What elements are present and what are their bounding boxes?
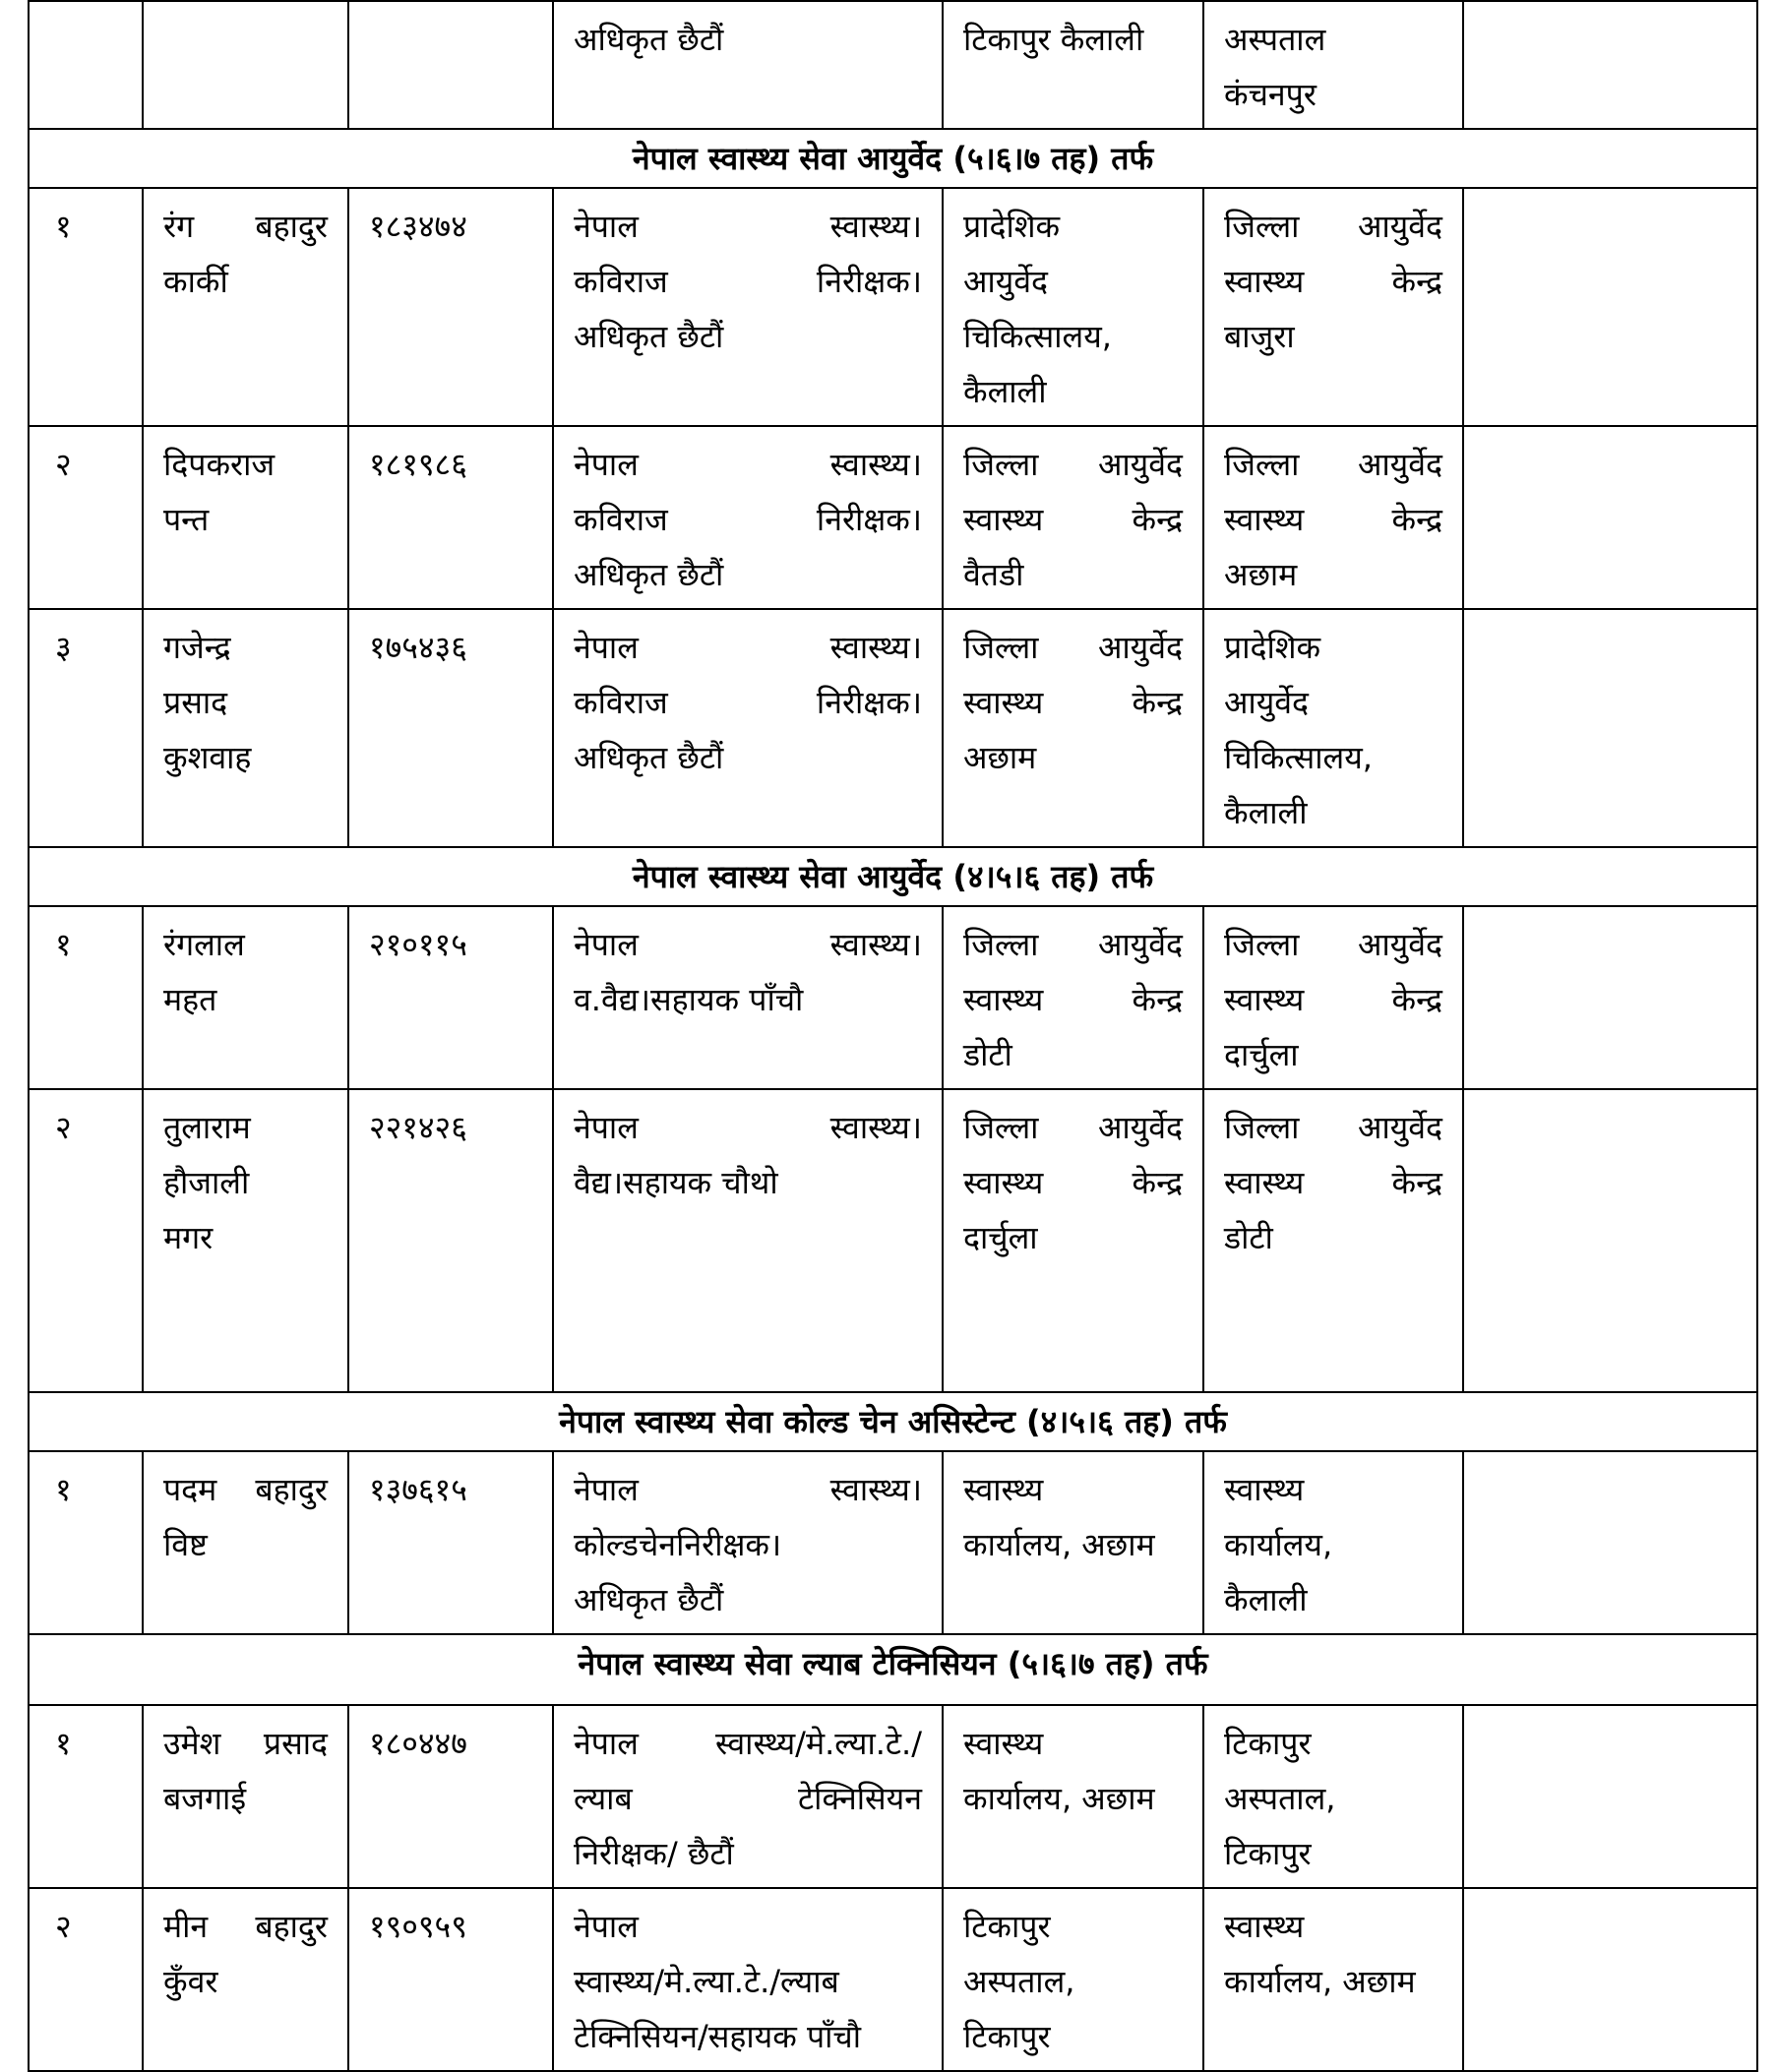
post-cell bbox=[553, 1089, 943, 1392]
section-title: नेपाल स्वास्थ्य सेवा ल्याब टेक्निसियन (५।६।७ तह) तर्फ bbox=[29, 1634, 1757, 1705]
sn-cell: ३ bbox=[29, 609, 143, 847]
cell-line bbox=[963, 972, 1183, 1027]
cell-line: अधिकृत छैटौं bbox=[574, 318, 724, 355]
code-cell: १८३४७४ bbox=[348, 188, 553, 426]
remarks-cell bbox=[1463, 609, 1757, 847]
cell-line: निरीक्षक/ छैटौं bbox=[574, 1835, 734, 1872]
cell-line: अछाम bbox=[1224, 556, 1298, 593]
word: स्वास्थ्य bbox=[1224, 501, 1305, 538]
table-row bbox=[29, 1, 1757, 129]
cell-line: दिपकराज bbox=[163, 446, 276, 483]
word: स्वास्थ्य bbox=[963, 501, 1044, 538]
word: टेक्निसियन bbox=[798, 1780, 922, 1817]
word: केन्द्र bbox=[1132, 684, 1183, 721]
sn-cell: २ bbox=[29, 1089, 143, 1392]
cell-line: वैतडी bbox=[963, 556, 1024, 593]
cell-line: चिकित्सालय, bbox=[963, 318, 1112, 355]
section-header-row bbox=[29, 1634, 1757, 1705]
table-row bbox=[29, 1089, 1757, 1392]
remarks-cell bbox=[1463, 1, 1757, 129]
cell-line: कार्यालय, bbox=[1224, 1526, 1333, 1563]
from-office-cell bbox=[943, 1705, 1203, 1888]
word: जिल्ला bbox=[1224, 208, 1300, 245]
sn-cell: १ bbox=[29, 188, 143, 426]
code-cell: २१०११५ bbox=[348, 906, 553, 1089]
table-row bbox=[29, 1451, 1757, 1634]
remarks-cell bbox=[1463, 1089, 1757, 1392]
post-cell bbox=[553, 906, 943, 1089]
from-office-cell bbox=[943, 609, 1203, 847]
cell-line: टिकापुर bbox=[963, 2018, 1051, 2055]
name-cell bbox=[143, 1451, 348, 1634]
from-office-cell bbox=[943, 426, 1203, 609]
sn-cell: १ bbox=[29, 1451, 143, 1634]
cell-line: प्रादेशिक bbox=[1224, 629, 1321, 666]
cell-line: टेक्निसियन/सहायक पाँचौ bbox=[574, 2018, 862, 2055]
cell-line bbox=[963, 620, 1183, 675]
transfer-table bbox=[28, 0, 1758, 2072]
cell-line: स्वास्थ्य/मे.ल्या.टे./ल्याब bbox=[574, 1963, 839, 2000]
word: आयुर्वेद bbox=[1097, 629, 1183, 666]
table-row bbox=[29, 1705, 1757, 1888]
name-cell bbox=[143, 906, 348, 1089]
cell-line bbox=[1224, 492, 1442, 547]
cell-line: व.वैद्य।सहायक पाँचौ bbox=[574, 981, 804, 1018]
word: केन्द्र bbox=[1391, 501, 1442, 538]
cell-line bbox=[163, 1899, 328, 1954]
cell-line: कैलाली bbox=[1224, 1581, 1308, 1618]
cell-line bbox=[963, 917, 1183, 972]
word: बहादुर bbox=[255, 208, 328, 245]
word: आयुर्वेद bbox=[1097, 446, 1183, 483]
word: आयुर्वेद bbox=[1097, 1109, 1183, 1146]
section-header-row bbox=[29, 847, 1757, 906]
cell-line: दार्चुला bbox=[963, 1219, 1038, 1256]
cell-line: आयुर्वेद bbox=[1224, 684, 1310, 721]
code-cell: १३७६१५ bbox=[348, 1451, 553, 1634]
name-cell bbox=[143, 188, 348, 426]
cell-line: दार्चुला bbox=[1224, 1036, 1299, 1073]
cell-line bbox=[574, 1716, 922, 1771]
cell-line: कैलाली bbox=[1224, 794, 1308, 831]
sn-cell: १ bbox=[29, 1705, 143, 1888]
cell-line bbox=[1224, 254, 1442, 309]
cell-line: मगर bbox=[163, 1219, 214, 1256]
word: जिल्ला bbox=[963, 926, 1039, 963]
cell-line: स्वास्थ्य bbox=[963, 1471, 1044, 1508]
word: आयुर्वेद bbox=[1097, 926, 1183, 963]
word: जिल्ला bbox=[1224, 446, 1300, 483]
cell-line bbox=[574, 437, 922, 492]
word: स्वास्थ्य। bbox=[829, 629, 922, 666]
cell-line bbox=[574, 917, 922, 972]
cell-line bbox=[1224, 972, 1442, 1027]
word: स्वास्थ्य bbox=[1224, 263, 1305, 300]
to-office-cell bbox=[1203, 906, 1463, 1089]
name-cell bbox=[143, 426, 348, 609]
post-cell bbox=[553, 1888, 943, 2071]
cell-line: डोटी bbox=[1224, 1219, 1273, 1256]
cell-line: पन्त bbox=[163, 501, 210, 538]
cell-line: रंगलाल bbox=[163, 926, 245, 963]
cell-line: कार्यालय, अछाम bbox=[963, 1780, 1155, 1817]
cell-line bbox=[963, 675, 1183, 730]
cell-line: डोटी bbox=[963, 1036, 1012, 1073]
cell-line: स्वास्थ्य bbox=[963, 1725, 1044, 1762]
cell-line: कुँवर bbox=[163, 1963, 218, 2000]
to-office-cell bbox=[1203, 1888, 1463, 2071]
to-office-cell bbox=[1203, 609, 1463, 847]
remarks-cell bbox=[1463, 426, 1757, 609]
word: बहादुर bbox=[255, 1908, 328, 1945]
word: स्वास्थ्य। bbox=[829, 446, 922, 483]
from-office-cell bbox=[943, 1, 1203, 129]
remarks-cell bbox=[1463, 188, 1757, 426]
cell-line bbox=[1224, 917, 1442, 972]
word: कविराज bbox=[574, 684, 668, 721]
code-cell: १९०९५९ bbox=[348, 1888, 553, 2071]
word: नेपाल bbox=[574, 926, 639, 963]
word: पदम bbox=[163, 1471, 217, 1508]
cell-line: टिकापुर bbox=[1224, 1725, 1312, 1762]
cell-line bbox=[1224, 1155, 1442, 1210]
table-row bbox=[29, 426, 1757, 609]
word: स्वास्थ्य। bbox=[829, 1471, 922, 1508]
cell-line: अधिकृत छैटौं bbox=[574, 1581, 724, 1618]
sn-cell: २ bbox=[29, 1888, 143, 2071]
word: रंग bbox=[163, 208, 195, 245]
word: केन्द्र bbox=[1132, 1164, 1183, 1201]
cell-line: कार्की bbox=[163, 263, 228, 300]
from-office-cell bbox=[943, 1451, 1203, 1634]
cell-line: कैलाली bbox=[963, 373, 1047, 410]
cell-line: स्वास्थ्य bbox=[1224, 1908, 1305, 1945]
word: स्वास्थ्य bbox=[1224, 981, 1305, 1018]
word: आयुर्वेद bbox=[1357, 926, 1442, 963]
to-office-cell bbox=[1203, 188, 1463, 426]
remarks-cell bbox=[1463, 1451, 1757, 1634]
cell-line: कार्यालय, अछाम bbox=[1224, 1963, 1416, 2000]
cell-line bbox=[163, 199, 328, 254]
cell-line: चिकित्सालय, bbox=[1224, 739, 1373, 776]
word: नेपाल bbox=[574, 446, 639, 483]
cell-line: बाजुरा bbox=[1224, 318, 1295, 355]
cell-line: विष्ट bbox=[163, 1526, 208, 1563]
to-office-cell bbox=[1203, 1, 1463, 129]
remarks-cell bbox=[1463, 906, 1757, 1089]
section-title: नेपाल स्वास्थ्य सेवा आयुर्वेद (४।५।६ तह) तर्फ bbox=[29, 847, 1757, 906]
word: निरीक्षक। bbox=[816, 501, 922, 538]
to-office-cell bbox=[1203, 1705, 1463, 1888]
post-cell bbox=[553, 1705, 943, 1888]
cell-line bbox=[574, 254, 922, 309]
from-office-cell bbox=[943, 1089, 1203, 1392]
word: केन्द्र bbox=[1132, 501, 1183, 538]
word: मीन bbox=[163, 1908, 209, 1945]
word: प्रसाद bbox=[263, 1725, 328, 1762]
cell-line: अस्पताल, bbox=[1224, 1780, 1336, 1817]
word: स्वास्थ्य bbox=[963, 1164, 1044, 1201]
cell-line: कार्यालय, अछाम bbox=[963, 1526, 1155, 1563]
cell-line: हौजाली bbox=[163, 1164, 250, 1201]
code-cell: २२१४२६ bbox=[348, 1089, 553, 1392]
cell-line bbox=[963, 492, 1183, 547]
code-cell: १७५४३६ bbox=[348, 609, 553, 847]
section-title: नेपाल स्वास्थ्य सेवा आयुर्वेद (५।६।७ तह) तर्फ bbox=[29, 129, 1757, 188]
word: ल्याब bbox=[574, 1780, 633, 1817]
word: स्वास्थ्य bbox=[963, 981, 1044, 1018]
name-cell bbox=[143, 1705, 348, 1888]
word: निरीक्षक। bbox=[816, 684, 922, 721]
post-cell bbox=[553, 188, 943, 426]
word: जिल्ला bbox=[1224, 1109, 1300, 1146]
word: स्वास्थ्य। bbox=[829, 926, 922, 963]
cell-line bbox=[963, 1155, 1183, 1210]
word: नेपाल bbox=[574, 1109, 639, 1146]
word: आयुर्वेद bbox=[1357, 208, 1442, 245]
cell-line: आयुर्वेद bbox=[963, 263, 1049, 300]
word: जिल्ला bbox=[963, 446, 1039, 483]
word: नेपाल bbox=[574, 629, 639, 666]
cell-line bbox=[574, 1771, 922, 1826]
word: स्वास्थ्य/मे.ल्या.टे./ bbox=[714, 1725, 922, 1762]
cell-line: अधिकृत छैटौं bbox=[574, 21, 724, 58]
to-office-cell bbox=[1203, 426, 1463, 609]
cell-line bbox=[574, 492, 922, 547]
cell-line: प्रादेशिक bbox=[963, 208, 1061, 245]
word: नेपाल bbox=[574, 1725, 639, 1762]
word: बहादुर bbox=[255, 1471, 328, 1508]
name-cell bbox=[143, 1888, 348, 2071]
word: नेपाल bbox=[574, 1471, 639, 1508]
cell-line: अधिकृत छैटौं bbox=[574, 556, 724, 593]
code-cell: १८०४४७ bbox=[348, 1705, 553, 1888]
word: स्वास्थ्य bbox=[1224, 1164, 1305, 1201]
word: आयुर्वेद bbox=[1357, 446, 1442, 483]
cell-line: कंचनपुर bbox=[1224, 76, 1317, 113]
name-cell bbox=[143, 1, 348, 129]
cell-line bbox=[963, 1100, 1183, 1155]
from-office-cell bbox=[943, 906, 1203, 1089]
to-office-cell bbox=[1203, 1451, 1463, 1634]
cell-line: अछाम bbox=[963, 739, 1037, 776]
section-header-row bbox=[29, 129, 1757, 188]
cell-line: नेपाल bbox=[574, 1908, 639, 1945]
to-office-cell bbox=[1203, 1089, 1463, 1392]
remarks-cell bbox=[1463, 1888, 1757, 2071]
sn-cell: १ bbox=[29, 906, 143, 1089]
cell-line: स्वास्थ्य bbox=[1224, 1471, 1305, 1508]
sn-cell bbox=[29, 1, 143, 129]
word: जिल्ला bbox=[1224, 926, 1300, 963]
section-header-row bbox=[29, 1392, 1757, 1451]
cell-line bbox=[163, 1462, 328, 1517]
cell-line bbox=[1224, 437, 1442, 492]
word: केन्द्र bbox=[1391, 263, 1442, 300]
cell-line: वैद्य।सहायक चौथो bbox=[574, 1164, 778, 1201]
cell-line bbox=[163, 1716, 328, 1771]
word: स्वास्थ्य। bbox=[829, 208, 922, 245]
code-cell: १८१९८६ bbox=[348, 426, 553, 609]
cell-line bbox=[574, 675, 922, 730]
from-office-cell bbox=[943, 188, 1203, 426]
word: जिल्ला bbox=[963, 629, 1039, 666]
table-row bbox=[29, 188, 1757, 426]
word: कविराज bbox=[574, 263, 668, 300]
word: उमेश bbox=[163, 1725, 221, 1762]
cell-line: बजगाई bbox=[163, 1780, 247, 1817]
name-cell bbox=[143, 609, 348, 847]
cell-line: कोल्डचेननिरीक्षक। bbox=[574, 1526, 782, 1563]
word: निरीक्षक। bbox=[816, 263, 922, 300]
word: स्वास्थ्य bbox=[963, 684, 1044, 721]
cell-line bbox=[574, 199, 922, 254]
cell-line bbox=[1224, 1100, 1442, 1155]
name-cell bbox=[143, 1089, 348, 1392]
word: आयुर्वेद bbox=[1357, 1109, 1442, 1146]
code-cell bbox=[348, 1, 553, 129]
cell-line bbox=[574, 1100, 922, 1155]
word: केन्द्र bbox=[1391, 1164, 1442, 1201]
cell-line: गजेन्द्र bbox=[163, 629, 231, 666]
cell-line: टिकापुर कैलाली bbox=[963, 21, 1144, 58]
cell-line: प्रसाद bbox=[163, 684, 228, 721]
post-cell bbox=[553, 426, 943, 609]
post-cell bbox=[553, 1451, 943, 1634]
table-row bbox=[29, 609, 1757, 847]
cell-line: तुलाराम bbox=[163, 1109, 251, 1146]
cell-line: कुशवाह bbox=[163, 739, 252, 776]
cell-line: महत bbox=[163, 981, 217, 1018]
word: स्वास्थ्य। bbox=[829, 1109, 922, 1146]
cell-line bbox=[574, 620, 922, 675]
word: कविराज bbox=[574, 501, 668, 538]
remarks-cell bbox=[1463, 1705, 1757, 1888]
cell-line bbox=[963, 437, 1183, 492]
word: नेपाल bbox=[574, 208, 639, 245]
cell-line: टिकापुर bbox=[963, 1908, 1051, 1945]
table-row bbox=[29, 1888, 1757, 2071]
cell-line: अस्पताल, bbox=[963, 1963, 1075, 2000]
section-title: नेपाल स्वास्थ्य सेवा कोल्ड चेन असिस्टेन्ट (४।५।६ तह) तर्फ bbox=[29, 1392, 1757, 1451]
word: जिल्ला bbox=[963, 1109, 1039, 1146]
table-row bbox=[29, 906, 1757, 1089]
post-cell bbox=[553, 1, 943, 129]
cell-line bbox=[1224, 199, 1442, 254]
cell-line: अधिकृत छैटौं bbox=[574, 739, 724, 776]
cell-line: अस्पताल bbox=[1224, 21, 1326, 58]
word: केन्द्र bbox=[1132, 981, 1183, 1018]
post-cell bbox=[553, 609, 943, 847]
cell-line: टिकापुर bbox=[1224, 1835, 1312, 1872]
from-office-cell bbox=[943, 1888, 1203, 2071]
cell-line bbox=[574, 1462, 922, 1517]
word: केन्द्र bbox=[1391, 981, 1442, 1018]
sn-cell: २ bbox=[29, 426, 143, 609]
